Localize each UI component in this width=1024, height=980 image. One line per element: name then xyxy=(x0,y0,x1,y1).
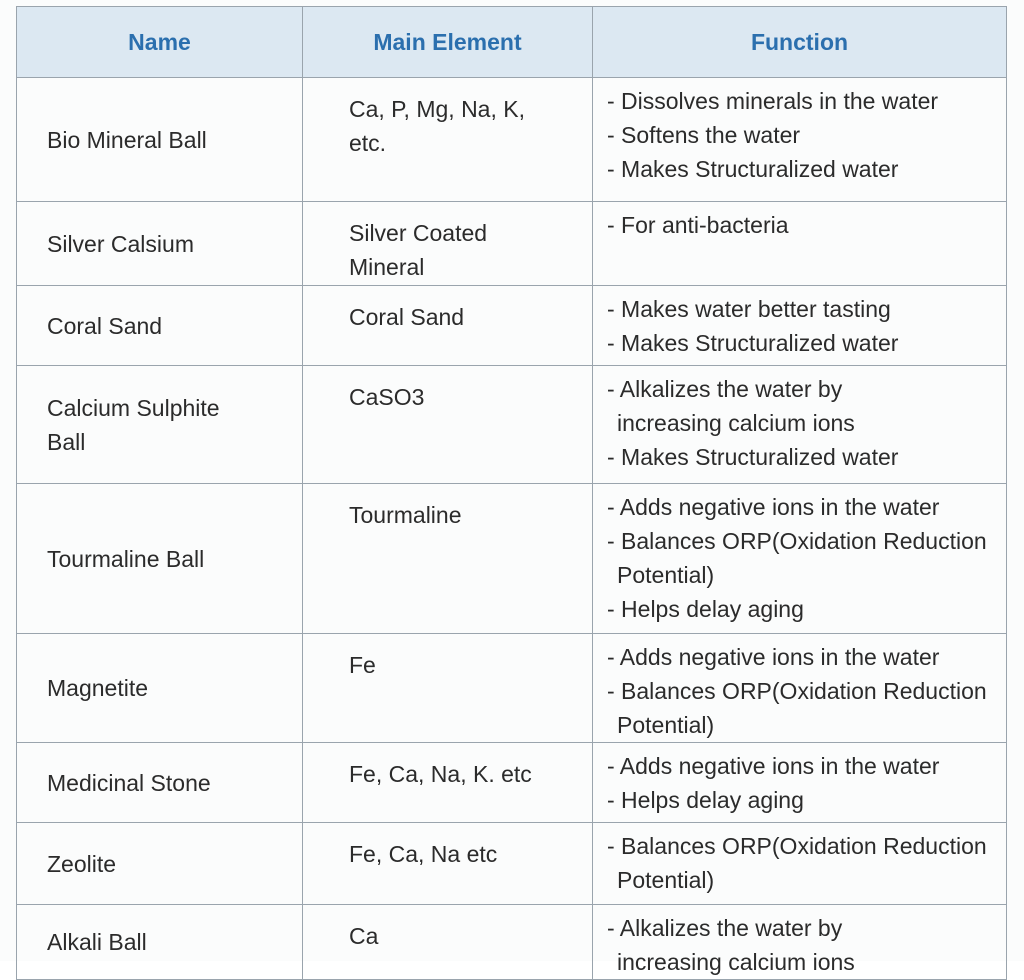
cell-function xyxy=(593,366,1007,484)
function-item xyxy=(607,152,1006,186)
main-element-text: Ca, P, Mg, Na, K, xyxy=(349,96,525,122)
function-text: - Helps delay aging xyxy=(607,596,804,622)
function-text: - Makes Structuralized water xyxy=(607,330,899,356)
main-element-text: Mineral xyxy=(349,254,425,280)
name-text: Medicinal Stone xyxy=(47,769,211,796)
cell-function xyxy=(593,78,1007,202)
name-text: Ball xyxy=(47,428,86,455)
function-text: - Balances ORP(Oxidation Reduction xyxy=(607,833,987,859)
function-item xyxy=(607,640,1006,674)
function-item xyxy=(607,490,1006,524)
main-element-text: Fe, Ca, Na, K. etc xyxy=(349,761,532,787)
cell-function xyxy=(593,202,1007,286)
main-element-text: Tourmaline xyxy=(349,502,462,528)
cell-main-element xyxy=(303,743,593,823)
cell-function xyxy=(593,743,1007,823)
function-text: Potential) xyxy=(617,712,715,738)
function-item xyxy=(607,524,1006,592)
cell-function xyxy=(593,286,1007,366)
cell-name xyxy=(17,905,303,980)
function-item xyxy=(607,292,1006,326)
header-row xyxy=(17,7,1007,78)
header-name: Name xyxy=(17,7,303,78)
main-element-text: Ca xyxy=(349,923,379,949)
cell-function xyxy=(593,484,1007,634)
function-text: increasing calcium ions xyxy=(617,410,855,436)
cell-main-element xyxy=(303,366,593,484)
header-main-element: Main Element xyxy=(303,7,593,78)
table-row xyxy=(17,484,1007,634)
table-row xyxy=(17,905,1007,980)
name-text: Bio Mineral Ball xyxy=(47,126,207,153)
cell-name xyxy=(17,78,303,202)
function-item xyxy=(607,783,1006,817)
function-text: Potential) xyxy=(617,562,715,588)
function-item xyxy=(607,118,1006,152)
function-text: - Dissolves minerals in the water xyxy=(607,88,939,114)
function-text: - Adds negative ions in the water xyxy=(607,753,940,779)
function-text: - Balances ORP(Oxidation Reduction xyxy=(607,528,987,554)
function-text: - Adds negative ions in the water xyxy=(607,644,940,670)
cell-main-element xyxy=(303,286,593,366)
function-text: - For anti-bacteria xyxy=(607,212,789,238)
function-item xyxy=(607,440,1006,474)
cell-name xyxy=(17,202,303,286)
name-text: Coral Sand xyxy=(47,312,163,339)
header-function: Function xyxy=(593,7,1007,78)
cell-function xyxy=(593,823,1007,905)
function-item xyxy=(607,208,1006,242)
cell-name xyxy=(17,743,303,823)
function-item xyxy=(607,372,1006,440)
table-row xyxy=(17,366,1007,484)
cell-main-element xyxy=(303,484,593,634)
function-text: increasing calcium ions xyxy=(617,949,855,975)
cell-main-element xyxy=(303,202,593,286)
name-text: Zeolite xyxy=(47,850,117,877)
cell-main-element xyxy=(303,78,593,202)
table-row xyxy=(17,823,1007,905)
table-row xyxy=(17,202,1007,286)
name-text: Alkali Ball xyxy=(47,929,147,955)
name-text: Calcium Sulphite xyxy=(47,394,220,421)
function-item xyxy=(607,592,1006,626)
cell-function xyxy=(593,634,1007,743)
function-item xyxy=(607,674,1006,742)
cell-name xyxy=(17,286,303,366)
cell-function xyxy=(593,905,1007,980)
function-text: - Helps delay aging xyxy=(607,787,804,813)
cell-main-element xyxy=(303,634,593,743)
main-element-text: Fe, Ca, Na etc xyxy=(349,841,498,867)
function-item xyxy=(607,326,1006,360)
cell-name xyxy=(17,484,303,634)
cell-name xyxy=(17,823,303,905)
function-text: - Alkalizes the water by xyxy=(607,376,843,402)
name-text: Tourmaline Ball xyxy=(47,545,205,572)
cell-main-element xyxy=(303,823,593,905)
function-text: - Alkalizes the water by xyxy=(607,915,843,941)
main-element-text: etc. xyxy=(349,130,387,156)
function-text: - Softens the water xyxy=(607,122,801,148)
function-text: - Makes Structuralized water xyxy=(607,444,899,470)
function-text: - Makes Structuralized water xyxy=(607,156,899,182)
table-row xyxy=(17,634,1007,743)
function-item xyxy=(607,749,1006,783)
main-element-text: Fe xyxy=(349,652,376,678)
main-element-text: Silver Coated xyxy=(349,220,488,246)
table-body xyxy=(17,78,1007,980)
function-item xyxy=(607,911,1006,979)
function-text: Potential) xyxy=(617,867,715,893)
table-row xyxy=(17,743,1007,823)
table-row xyxy=(17,286,1007,366)
name-text: Magnetite xyxy=(47,675,149,701)
cell-name xyxy=(17,366,303,484)
table-header xyxy=(17,7,1007,78)
filter-media-table xyxy=(16,6,1007,980)
function-text: - Makes water better tasting xyxy=(607,296,891,322)
function-item xyxy=(607,829,1006,897)
main-element-text: Coral Sand xyxy=(349,304,465,330)
function-item xyxy=(607,84,1006,118)
cell-main-element xyxy=(303,905,593,980)
main-element-text: CaSO3 xyxy=(349,384,425,410)
name-text: Silver Calsium xyxy=(47,230,194,257)
function-text: - Adds negative ions in the water xyxy=(607,494,940,520)
table-row xyxy=(17,78,1007,202)
function-text: - Balances ORP(Oxidation Reduction xyxy=(607,678,987,704)
cell-name xyxy=(17,634,303,743)
